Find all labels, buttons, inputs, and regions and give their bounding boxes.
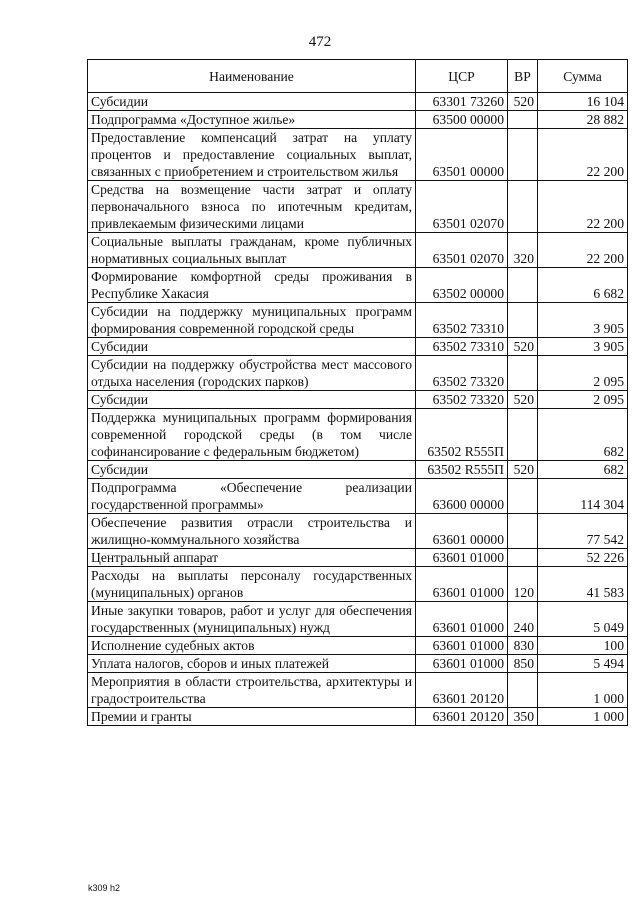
cell-sum: 2 095 bbox=[538, 391, 628, 409]
table-row bbox=[88, 356, 628, 391]
cell-name: Уплата налогов, сборов и иных платежей bbox=[88, 655, 416, 673]
cell-sum: 3 905 bbox=[538, 338, 628, 356]
cell-name: Социальные выплаты гражданам, кроме публичных нормативных социальных выплат bbox=[88, 233, 416, 268]
cell-vr: 350 bbox=[508, 708, 538, 726]
cell-sum: 1 000 bbox=[538, 708, 628, 726]
cell-csr: 63601 01000 bbox=[416, 637, 508, 655]
cell-csr: 63501 00000 bbox=[416, 129, 508, 181]
cell-vr: 830 bbox=[508, 637, 538, 655]
cell-sum: 3 905 bbox=[538, 303, 628, 338]
cell-csr: 63601 01000 bbox=[416, 602, 508, 637]
cell-sum: 682 bbox=[538, 461, 628, 479]
cell-csr: 63601 20120 bbox=[416, 673, 508, 708]
table-header-row bbox=[88, 60, 628, 93]
table-row bbox=[88, 303, 628, 338]
table-row bbox=[88, 549, 628, 567]
cell-vr: 320 bbox=[508, 233, 538, 268]
table-row bbox=[88, 461, 628, 479]
cell-vr bbox=[508, 479, 538, 514]
footer-code: k309 h2 bbox=[88, 883, 121, 893]
cell-name: Центральный аппарат bbox=[88, 549, 416, 567]
cell-name: Субсидии bbox=[88, 338, 416, 356]
cell-vr bbox=[508, 673, 538, 708]
cell-csr: 63502 73310 bbox=[416, 303, 508, 338]
cell-csr: 63600 00000 bbox=[416, 479, 508, 514]
table-row bbox=[88, 637, 628, 655]
cell-csr: 63601 01000 bbox=[416, 567, 508, 602]
table-body bbox=[88, 93, 628, 726]
cell-csr: 63501 02070 bbox=[416, 233, 508, 268]
cell-name: Мероприятия в области строительства, архитектуры и градостроительства bbox=[88, 673, 416, 708]
table-row bbox=[88, 129, 628, 181]
header-csr: ЦСР bbox=[416, 60, 508, 93]
cell-vr bbox=[508, 549, 538, 567]
cell-csr: 63601 01000 bbox=[416, 549, 508, 567]
cell-sum: 28 882 bbox=[538, 111, 628, 129]
cell-name: Поддержка муниципальных программ формирования современной городской среды (в том числе софинансирование с федеральным бюджетом) bbox=[88, 409, 416, 461]
cell-vr bbox=[508, 356, 538, 391]
cell-name: Подпрограмма «Обеспечение реализации государственной программы» bbox=[88, 479, 416, 514]
table-row bbox=[88, 181, 628, 233]
table-row bbox=[88, 673, 628, 708]
cell-csr: 63601 20120 bbox=[416, 708, 508, 726]
cell-name: Средства на возмещение части затрат и оплату первоначального взноса по ипотечным кредитам, привлекаемым физическими лицами bbox=[88, 181, 416, 233]
cell-vr: 520 bbox=[508, 338, 538, 356]
cell-csr: 63502 73320 bbox=[416, 391, 508, 409]
table-row bbox=[88, 514, 628, 549]
cell-sum: 16 104 bbox=[538, 93, 628, 111]
cell-vr bbox=[508, 111, 538, 129]
cell-csr: 63501 02070 bbox=[416, 181, 508, 233]
cell-vr bbox=[508, 303, 538, 338]
cell-name: Обеспечение развития отрасли строительства и жилищно-коммунального хозяйства bbox=[88, 514, 416, 549]
cell-vr bbox=[508, 268, 538, 303]
cell-csr: 63502 R555П bbox=[416, 409, 508, 461]
cell-sum: 682 bbox=[538, 409, 628, 461]
cell-name: Субсидии bbox=[88, 391, 416, 409]
cell-csr: 63502 73320 bbox=[416, 356, 508, 391]
cell-name: Субсидии на поддержку муниципальных программ формирования современной городской среды bbox=[88, 303, 416, 338]
cell-sum: 22 200 bbox=[538, 129, 628, 181]
table-row bbox=[88, 268, 628, 303]
cell-sum: 41 583 bbox=[538, 567, 628, 602]
cell-name: Предоставление компенсаций затрат на уплату процентов и предоставление социальных выплат, связанных с приобретением и строительством жилья bbox=[88, 129, 416, 181]
cell-vr bbox=[508, 409, 538, 461]
cell-name: Исполнение судебных актов bbox=[88, 637, 416, 655]
cell-sum: 6 682 bbox=[538, 268, 628, 303]
table-row bbox=[88, 655, 628, 673]
page-number: 472 bbox=[308, 34, 332, 50]
cell-sum: 5 494 bbox=[538, 655, 628, 673]
cell-vr: 240 bbox=[508, 602, 538, 637]
table-row bbox=[88, 602, 628, 637]
cell-name: Расходы на выплаты персоналу государственных (муниципальных) органов bbox=[88, 567, 416, 602]
cell-name: Субсидии bbox=[88, 461, 416, 479]
cell-csr: 63601 01000 bbox=[416, 655, 508, 673]
table-row bbox=[88, 111, 628, 129]
cell-vr bbox=[508, 181, 538, 233]
cell-sum: 100 bbox=[538, 637, 628, 655]
cell-sum: 22 200 bbox=[538, 181, 628, 233]
table-row bbox=[88, 479, 628, 514]
cell-name: Формирование комфортной среды проживания в Республике Хакасия bbox=[88, 268, 416, 303]
cell-csr: 63301 73260 bbox=[416, 93, 508, 111]
cell-sum: 77 542 bbox=[538, 514, 628, 549]
header-vr: ВР bbox=[508, 60, 538, 93]
cell-vr bbox=[508, 514, 538, 549]
cell-name: Иные закупки товаров, работ и услуг для обеспечения государственных (муниципальных) нужд bbox=[88, 602, 416, 637]
table-row bbox=[88, 338, 628, 356]
cell-vr: 120 bbox=[508, 567, 538, 602]
cell-csr: 63601 00000 bbox=[416, 514, 508, 549]
cell-sum: 1 000 bbox=[538, 673, 628, 708]
cell-vr bbox=[508, 129, 538, 181]
budget-table bbox=[87, 59, 628, 726]
cell-name: Премии и гранты bbox=[88, 708, 416, 726]
table-row bbox=[88, 567, 628, 602]
table-row bbox=[88, 409, 628, 461]
table-row bbox=[88, 391, 628, 409]
cell-name: Субсидии на поддержку обустройства мест массового отдыха населения (городских парков) bbox=[88, 356, 416, 391]
cell-csr: 63502 00000 bbox=[416, 268, 508, 303]
cell-name: Подпрограмма «Доступное жилье» bbox=[88, 111, 416, 129]
cell-csr: 63500 00000 bbox=[416, 111, 508, 129]
cell-vr: 520 bbox=[508, 461, 538, 479]
table-row bbox=[88, 233, 628, 268]
cell-csr: 63502 R555П bbox=[416, 461, 508, 479]
cell-name: Субсидии bbox=[88, 93, 416, 111]
cell-sum: 114 304 bbox=[538, 479, 628, 514]
table-row bbox=[88, 93, 628, 111]
cell-vr: 520 bbox=[508, 391, 538, 409]
table-row bbox=[88, 708, 628, 726]
cell-sum: 5 049 bbox=[538, 602, 628, 637]
cell-vr: 520 bbox=[508, 93, 538, 111]
header-name: Наименование bbox=[88, 60, 416, 93]
cell-sum: 52 226 bbox=[538, 549, 628, 567]
cell-vr: 850 bbox=[508, 655, 538, 673]
cell-sum: 2 095 bbox=[538, 356, 628, 391]
cell-csr: 63502 73310 bbox=[416, 338, 508, 356]
cell-sum: 22 200 bbox=[538, 233, 628, 268]
header-sum: Сумма bbox=[538, 60, 628, 93]
